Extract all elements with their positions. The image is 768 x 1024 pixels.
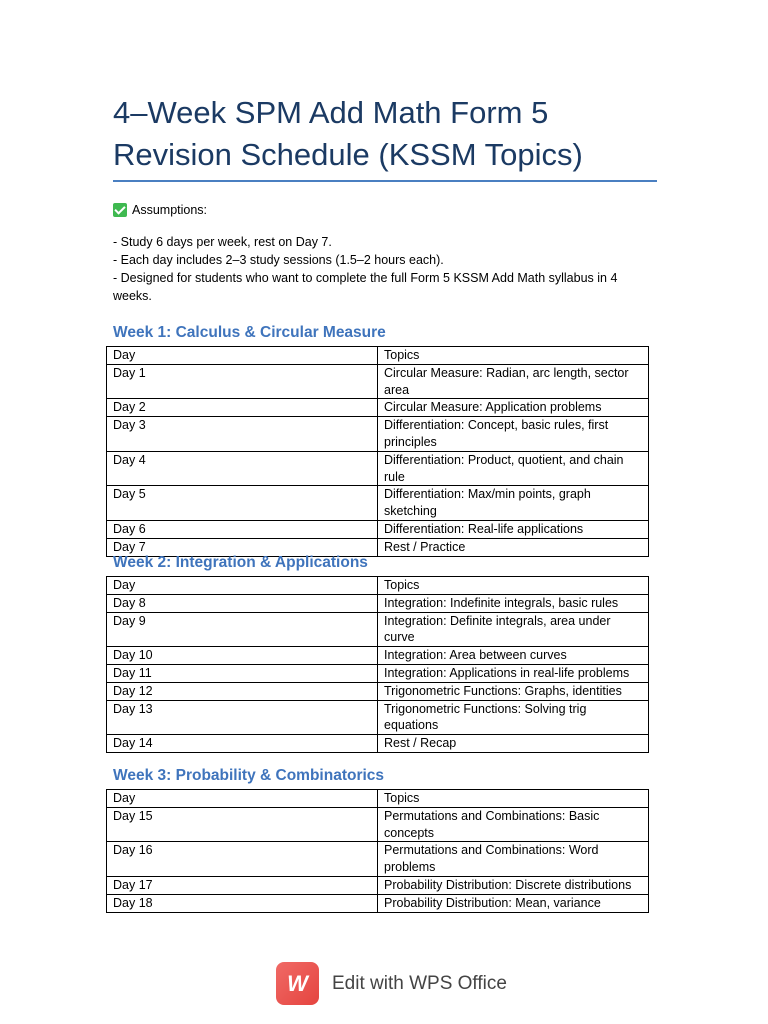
day-cell: Day 2 [107,399,378,417]
table-row [107,735,649,753]
topic-cell: Integration: Indefinite integrals, basic rules [378,594,649,612]
table-row [107,417,649,452]
week-1-table [106,346,649,557]
day-cell: Day 17 [107,876,378,894]
topic-cell: Integration: Area between curves [378,647,649,665]
topic-cell: Probability Distribution: Mean, variance [378,894,649,912]
day-cell: Day 11 [107,664,378,682]
topic-cell: Differentiation: Real-life applications [378,520,649,538]
topic-cell: Differentiation: Concept, basic rules, first principles [378,417,649,452]
table-row [107,451,649,486]
document-title: 4–Week SPM Add Math Form 5 Revision Schedule (KSSM Topics) [113,95,583,172]
topic-cell: Differentiation: Product, quotient, and chain rule [378,451,649,486]
table-row [107,520,649,538]
topic-cell: Trigonometric Functions: Solving trig equations [378,700,649,735]
day-cell: Day 6 [107,520,378,538]
day-cell: Day 8 [107,594,378,612]
table-row [107,399,649,417]
day-cell: Day 9 [107,612,378,647]
table-row [107,486,649,521]
topic-cell: Rest / Recap [378,735,649,753]
title-divider [113,180,657,182]
table-header-row [107,347,649,365]
table-row [107,700,649,735]
topic-cell: Trigonometric Functions: Graphs, identities [378,682,649,700]
header-day: Day [107,790,378,808]
table-header-row [107,790,649,808]
day-cell: Day 4 [107,451,378,486]
table-row [107,664,649,682]
day-cell: Day 5 [107,486,378,521]
day-cell: Day 14 [107,735,378,753]
topic-cell: Circular Measure: Application problems [378,399,649,417]
assumptions-line [113,201,207,219]
assumption-item: - Designed for students who want to complete the full Form 5 KSSM Add Math syllabus in 4 weeks. [113,271,618,303]
topic-cell: Rest / Practice [378,538,649,556]
table-row [107,364,649,399]
table-row [107,894,649,912]
day-cell: Day 1 [107,364,378,399]
assumption-item: - Study 6 days per week, rest on Day 7. [113,235,332,249]
topic-cell: Integration: Applications in real-life problems [378,664,649,682]
day-cell: Day 10 [107,647,378,665]
wps-logo-icon: W [276,962,319,1005]
topic-cell: Probability Distribution: Discrete distributions [378,876,649,894]
topic-cell: Integration: Definite integrals, area under curve [378,612,649,647]
header-topics: Topics [378,790,649,808]
assumption-item: - Each day includes 2–3 study sessions (1.5–2 hours each). [113,253,444,267]
week-2-table [106,576,649,753]
day-cell: Day 7 [107,538,378,556]
topic-cell: Circular Measure: Radian, arc length, sector area [378,364,649,399]
edit-with-wps-button[interactable] [276,962,507,1005]
header-day: Day [107,347,378,365]
topic-cell: Permutations and Combinations: Basic concepts [378,807,649,842]
week-1-heading: Week 1: Calculus & Circular Measure [113,324,386,341]
day-cell: Day 12 [107,682,378,700]
table-row [107,842,649,877]
week-3-heading: Week 3: Probability & Combinatorics [113,767,385,784]
check-mark-icon [113,203,127,217]
day-cell: Day 15 [107,807,378,842]
day-cell: Day 13 [107,700,378,735]
table-row [107,807,649,842]
assumptions-label: Assumptions: [132,203,208,217]
day-cell: Day 18 [107,894,378,912]
week-3-table [106,789,649,913]
header-topics: Topics [378,577,649,595]
header-day: Day [107,577,378,595]
assumptions-list [113,233,658,305]
table-row [107,682,649,700]
day-cell: Day 16 [107,842,378,877]
topic-cell: Permutations and Combinations: Word problems [378,842,649,877]
table-row [107,876,649,894]
day-cell: Day 3 [107,417,378,452]
table-row [107,647,649,665]
week-2-heading: Week 2: Integration & Applications [113,554,368,571]
table-header-row [107,577,649,595]
table-row [107,612,649,647]
edit-with-wps-label: Edit with WPS Office [332,972,507,994]
topic-cell: Differentiation: Max/min points, graph sketching [378,486,649,521]
table-row [107,594,649,612]
header-topics: Topics [378,347,649,365]
